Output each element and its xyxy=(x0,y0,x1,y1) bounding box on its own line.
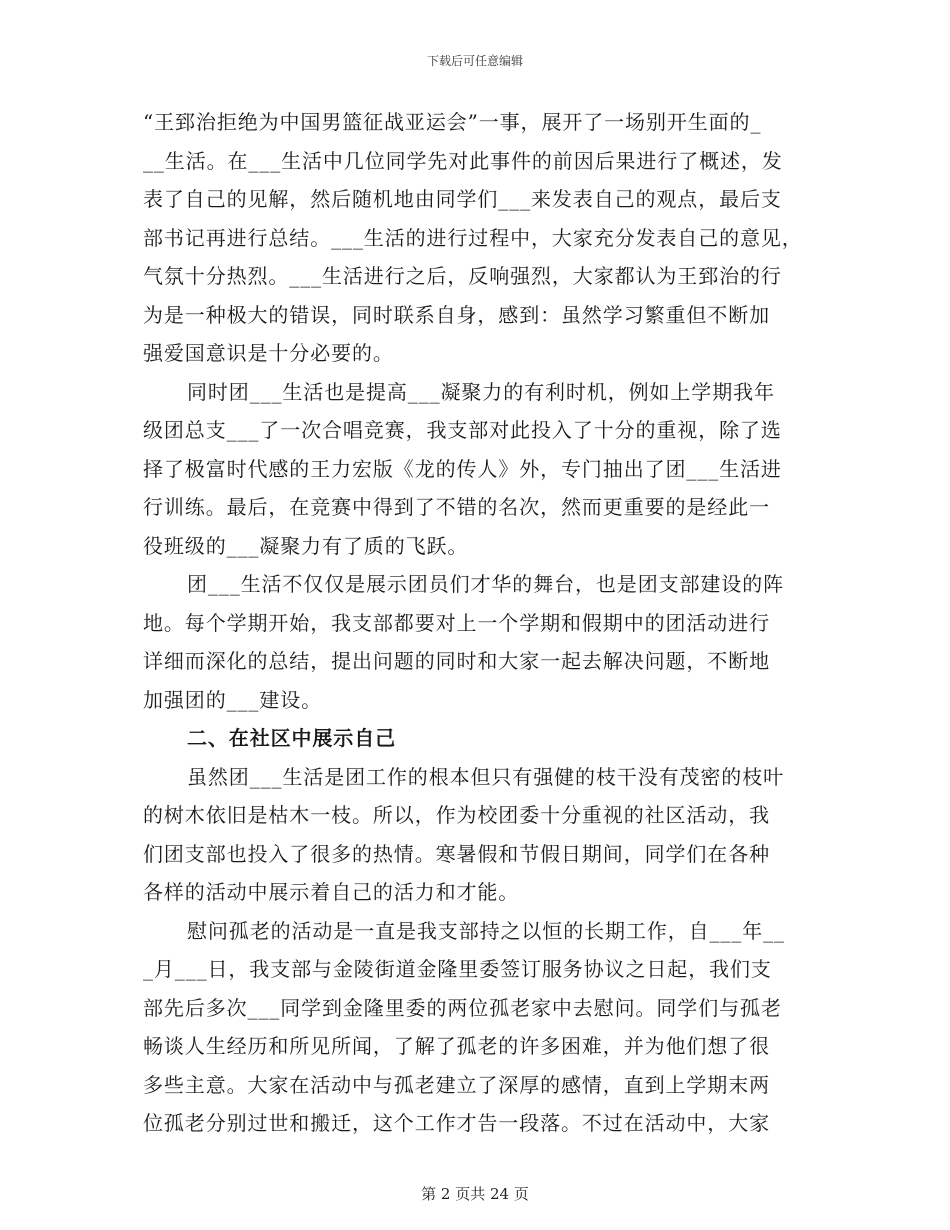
text-line: 地。每个学期开始，我支部都要对上一个学期和假期中的团活动进行 xyxy=(143,610,770,635)
text-line: 的树木依旧是枯木一枝。所以，作为校团委十分重视的社区活动，我 xyxy=(143,803,770,827)
page-footer: 第 2 页共 24 页 xyxy=(421,1185,529,1203)
text-line: 强爱国意识是十分必要的。 xyxy=(143,341,394,365)
text-line: 各样的活动中展示着自己的活力和才能。 xyxy=(143,880,520,904)
text-line: “王郅治拒绝为中国男篮征战亚运会”一事，展开了一场别开生面的_ xyxy=(143,110,762,134)
text-line: 详细而深化的总结，提出问题的同时和大家一起去解决问题，不断地 xyxy=(143,649,770,673)
text-line: 级团总支___了一次合唱竞赛，我支部对此投入了十分的重视，除了选 xyxy=(143,418,782,442)
text-line: __生活。在___生活中几位同学先对此事件的前因后果进行了概述，发 xyxy=(143,148,783,173)
text-line: 择了极富时代感的王力宏版《龙的传人》外，专门抽出了团___生活进 xyxy=(143,456,782,481)
text-line: 畅谈人生经历和所见所闻，了解了孤老的许多困难，并为他们想了很 xyxy=(143,1034,770,1058)
text-line: 役班级的___凝聚力有了质的飞跃。 xyxy=(143,533,469,558)
text-line: 们团支部也投入了很多的热情。寒暑假和节假日期间，同学们在各种 xyxy=(143,841,770,866)
text-line: 表了自己的见解，然后随机地由同学们___来发表自己的观点，最后支 xyxy=(143,187,782,211)
section-heading: 二、在社区中展示自己 xyxy=(187,726,396,750)
text-line: _月___日，我支部与金陵街道金隆里委签订服务协议之日起，我们支 xyxy=(143,957,772,981)
text-line: 同时团___生活也是提高___凝聚力的有利时机，例如上学期我年 xyxy=(187,379,775,404)
text-line: 气氛十分热烈。___生活进行之后，反响强烈，大家都认为王郅治的行 xyxy=(143,264,782,288)
page-header: 下载后可任意编辑 xyxy=(426,54,523,68)
text-line: 为是一种极大的错误，同时联系自身，感到：虽然学习繁重但不断加 xyxy=(143,302,770,327)
text-line: 位孤老分别过世和搬迁，这个工作才告一段落。不过在活动中，大家 xyxy=(143,1111,770,1135)
text-line: 部先后多次___同学到金隆里委的两位孤老家中去慰问。同学们与孤老 xyxy=(143,995,782,1020)
text-line: 团___生活不仅仅是展示团员们才华的舞台，也是团支部建设的阵 xyxy=(187,572,784,596)
text-line: 虽然团___生活是团工作的根本但只有强健的枝干没有茂密的枝叶 xyxy=(187,764,784,789)
text-line: 慰问孤老的活动是一直是我支部持之以恒的长期工作，自___年__ xyxy=(187,918,785,943)
text-line: 加强团的___建设。 xyxy=(143,687,322,712)
text-line: 行训练。最后，在竞赛中得到了不错的名次，然而更重要的是经此一 xyxy=(143,495,770,519)
text-line: 部书记再进行总结。___生活的进行过程中，大家充分发表自己的意见， xyxy=(143,225,803,250)
document-body xyxy=(143,103,803,1143)
text-line: 多些主意。大家在活动中与孤老建立了深厚的感情，直到上学期末两 xyxy=(143,1072,770,1097)
